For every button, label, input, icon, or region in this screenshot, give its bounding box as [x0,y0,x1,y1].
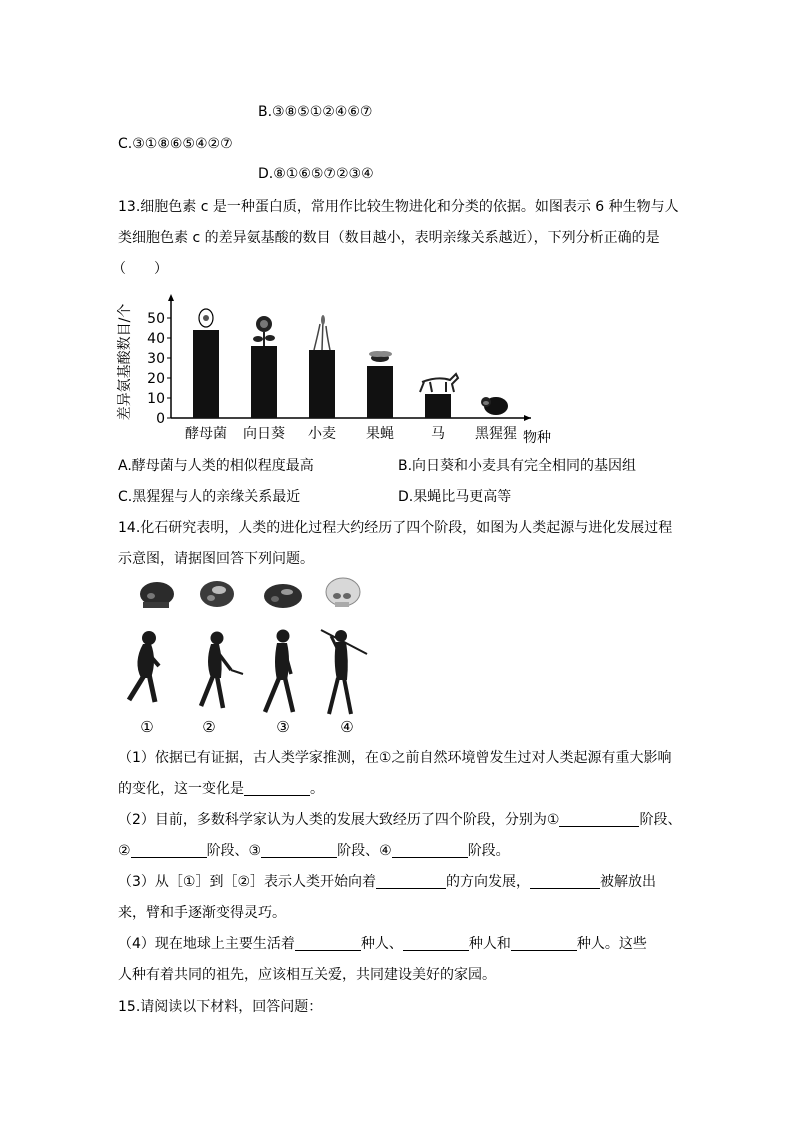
q14-sub2-text: 阶段、③ [206,843,262,859]
q13-stem-line1: 13.细胞色素 c 是一种蛋白质，常用作比较生物进化和分类的依据。如图表示 6 种生物与人 [118,199,679,215]
human-evolution-figure [115,574,375,740]
skull-2-icon [200,581,234,607]
hominid-4-icon [321,630,367,714]
figure-label-4: ④ [340,718,354,736]
category-label: 果蝇 [366,426,394,442]
y-axis-arrow [168,294,174,301]
horse-icon [420,374,458,392]
answer-blank[interactable] [530,874,600,889]
q14-sub2-text: 阶段、④ [337,843,392,859]
skull-1-icon [140,582,174,608]
y-tick-label: 50 [147,311,165,327]
q14-sub1-line2 [118,779,324,799]
q14-sub2-text: 阶段。 [467,843,510,859]
x-axis-label: 物种 [523,430,551,446]
answer-blank[interactable] [511,936,577,951]
category-label: 酵母菌 [185,426,227,442]
q12-option-c: C.③①⑧⑥⑤④②⑦ [118,136,233,152]
q14-sub1-text: 的变化，这一变化是 [118,781,244,797]
q12-option-b: B.③⑧⑤①②④⑥⑦ [258,104,373,120]
q14-sub2-text: ② [118,843,131,859]
q13-option-c: C.黑猩猩与人的亲缘关系最近 [118,489,301,505]
q14-sub4-text: 种人和 [468,936,511,952]
x-axis-arrow [524,415,531,421]
wheat-icon [314,315,330,350]
skull-3-icon [264,584,302,608]
chimpanzee-icon [481,397,508,415]
q13-option-d: D.果蝇比马更高等 [398,489,512,505]
answer-blank[interactable] [295,936,361,951]
skull-4-icon [326,578,360,607]
amino-acid-difference-chart [115,290,555,450]
bar [367,366,393,418]
bar [425,394,451,418]
q14-sub2-text: 阶段、 [639,812,682,828]
hominid-1-icon [129,631,159,702]
y-tick-label: 40 [147,331,165,347]
answer-blank[interactable] [131,843,207,858]
answer-blank[interactable] [403,936,469,951]
y-tick-label: 20 [147,371,165,387]
q13-answer-paren: （ ） [112,261,168,277]
q14-sub2-line2 [118,841,510,861]
figure-label-3: ③ [276,718,290,736]
figure-label-1: ① [140,718,154,736]
q13-option-a: A.酵母菌与人类的相似程度最高 [118,458,314,474]
q14-sub1-line1: （1）依据已有证据，古人类学家推测，在①之前自然环境曾发生过对人类起源有重大影响 [118,750,672,766]
answer-blank[interactable] [376,874,446,889]
y-tick-label: 0 [156,411,165,427]
hominid-3-icon [265,630,293,713]
q12-option-d: D.⑧①⑥⑤⑦②③④ [258,166,374,182]
q14-sub3-line2: 来，臂和手逐渐变得灵巧。 [118,905,286,921]
category-label: 黑猩猩 [475,426,517,442]
q14-stem-line1: 14.化石研究表明，人类的进化过程大约经历了四个阶段，如图为人类起源与进化发展过程 [118,520,673,536]
bar [193,330,219,418]
q14-sub1-end: 。 [310,781,324,797]
category-label: 小麦 [308,426,336,442]
q13-stem-line2: 类细胞色素 c 的差异氨基酸的数目（数目越小，表明亲缘关系越近），下列分析正确的是 [118,230,660,246]
q14-sub4-text: 种人。这些 [576,936,647,952]
category-label: 马 [431,426,445,442]
q14-sub4-line1 [118,934,647,954]
q14-sub3-text: 的方向发展， [446,874,531,890]
q14-stem-line2: 示意图，请据图回答下列问题。 [118,551,314,567]
answer-blank[interactable] [244,781,310,796]
q14-sub3-text: 被解放出 [600,874,657,890]
q14-sub4-text: 种人、 [360,936,403,952]
category-label: 向日葵 [243,426,285,442]
answer-blank[interactable] [261,843,337,858]
q14-sub4-line2: 人种有着共同的祖先，应该相互关爱，共同建设美好的家园。 [118,967,496,983]
answer-blank[interactable] [392,843,468,858]
q13-option-b: B.向日葵和小麦具有完全相同的基因组 [398,458,637,474]
figure-label-2: ② [202,718,216,736]
answer-blank[interactable] [559,812,639,827]
q15-stem: 15.请阅读以下材料，回答问题： [118,999,323,1015]
q14-sub4-text: （4）现在地球上主要生活着 [118,936,295,952]
yeast-icon [199,309,213,327]
y-tick-label: 30 [147,351,165,367]
hominid-2-icon [201,632,243,709]
bar [309,350,335,418]
q14-sub3-line1 [118,872,656,892]
q14-sub2-line1 [118,810,681,830]
fruit-fly-icon [369,351,392,362]
y-tick-label: 10 [147,391,165,407]
q14-sub3-text: （3）从［①］到［②］表示人类开始向着 [118,874,377,890]
y-axis-label: 差异氨基酸数目/个 [117,303,133,421]
sunflower-icon [253,316,275,346]
bar [251,346,277,418]
q14-sub2-text: （2）目前，多数科学家认为人类的发展大致经历了四个阶段，分别为① [118,812,560,828]
